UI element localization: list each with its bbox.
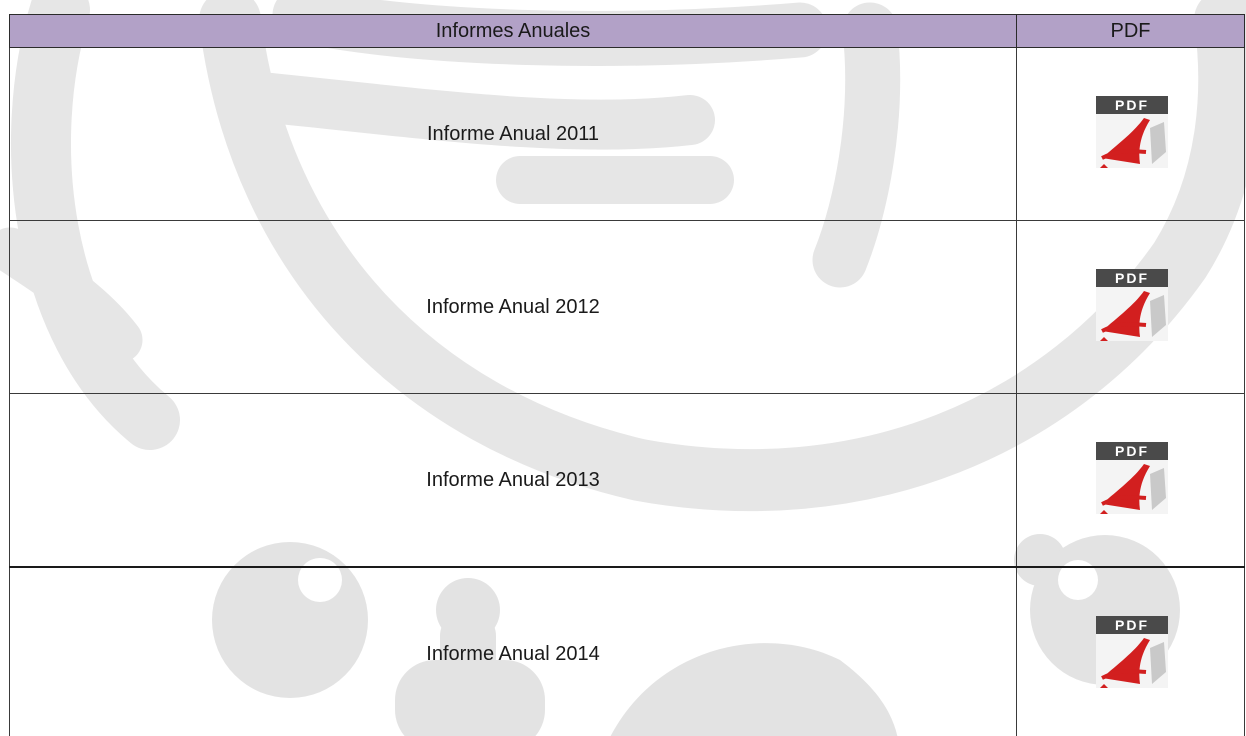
report-label: Informe Anual 2012 [10, 221, 1017, 394]
pdf-download-link[interactable] [1088, 612, 1174, 690]
pdf-icon-text: PDF [1114, 97, 1149, 113]
table-header-row [10, 15, 1245, 48]
pdf-icon [1088, 612, 1174, 690]
pdf-cell [1017, 394, 1245, 568]
pdf-cell [1017, 221, 1245, 394]
report-label: Informe Anual 2011 [10, 48, 1017, 221]
pdf-cell [1017, 567, 1245, 736]
report-label: Informe Anual 2014 [10, 567, 1017, 736]
pdf-download-link[interactable] [1088, 92, 1174, 170]
pdf-icon-text: PDF [1114, 443, 1149, 459]
pdf-icon-text: PDF [1114, 270, 1149, 286]
table-row [10, 567, 1245, 736]
pdf-download-link[interactable] [1088, 438, 1174, 516]
pdf-download-link[interactable] [1088, 265, 1174, 343]
pdf-icon [1088, 265, 1174, 343]
annual-reports-table [9, 14, 1245, 736]
header-annual-reports: Informes Anuales [10, 15, 1017, 48]
table-row [10, 48, 1245, 221]
table-row [10, 394, 1245, 568]
pdf-icon [1088, 438, 1174, 516]
pdf-cell [1017, 48, 1245, 221]
report-label: Informe Anual 2013 [10, 394, 1017, 568]
pdf-icon-text: PDF [1114, 617, 1149, 633]
pdf-icon [1088, 92, 1174, 170]
table-row [10, 221, 1245, 394]
header-pdf: PDF [1017, 15, 1245, 48]
